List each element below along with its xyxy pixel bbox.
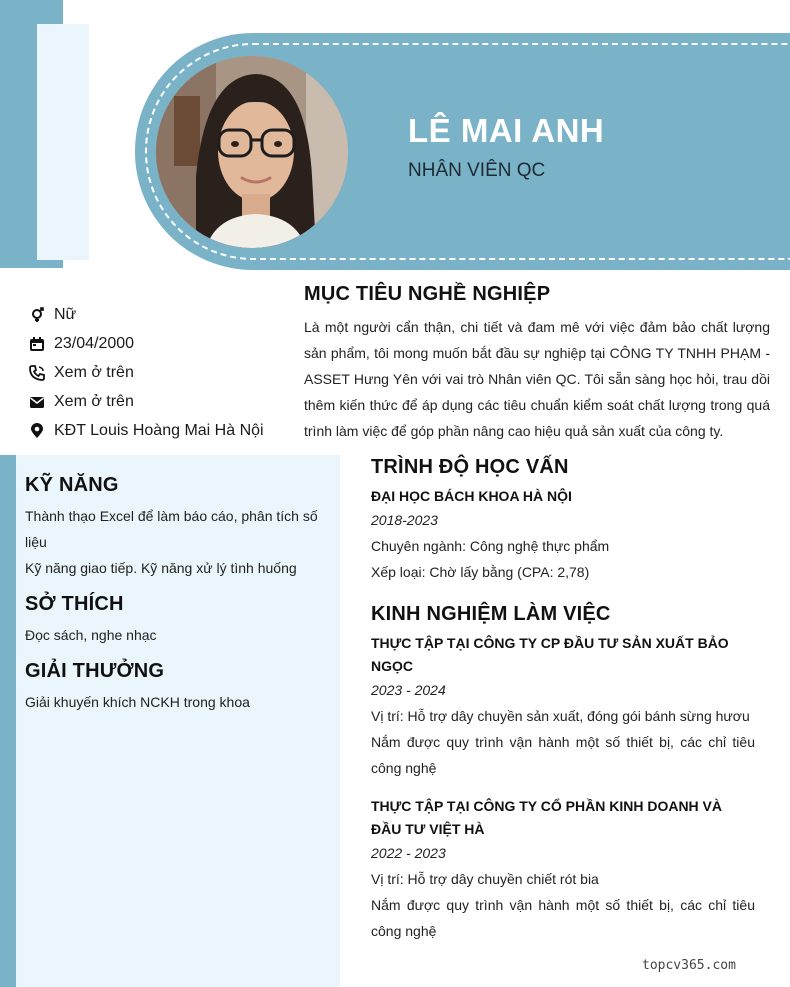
candidate-job-title: NHÂN VIÊN QC (408, 160, 546, 181)
candidate-name: LÊ MAI ANH (408, 112, 605, 149)
skills-section (25, 474, 325, 581)
experience-section (371, 603, 755, 944)
education-grade: Xếp loại: Chờ lấy bằng (CPA: 2,78) (371, 564, 590, 580)
career-objective-section (304, 283, 770, 444)
gender-icon (28, 306, 46, 324)
contact-gender (28, 300, 293, 329)
footer-watermark[interactable]: topcv365.com (642, 958, 736, 973)
experience-company: THỰC TẬP TẠI CÔNG TY CP ĐẦU TƯ SẢN XUẤT BẢO NGỌC (371, 635, 729, 674)
experience-entry (371, 795, 755, 944)
experience-position: Vị trí: Hỗ trợ dây chuyền chiết rót bia (371, 871, 599, 887)
contact-address (28, 416, 293, 445)
experience-period: 2022 - 2023 (371, 845, 446, 861)
profile-photo (156, 56, 348, 248)
location-icon (28, 422, 46, 440)
contact-birthday (28, 329, 293, 358)
contact-birthday-value: 23/04/2000 (54, 334, 135, 352)
education-section (371, 456, 755, 585)
phone-icon (28, 364, 46, 382)
awards-title: GIẢI THƯỞNG (25, 660, 165, 682)
hobbies-line: Đọc sách, nghe nhạc (25, 627, 157, 643)
right-column-content (371, 456, 755, 958)
skills-title: KỸ NĂNG (25, 474, 119, 496)
skills-line: Kỹ năng giao tiếp. Kỹ năng xử lý tình huống (25, 560, 297, 576)
experience-period: 2023 - 2024 (371, 682, 446, 698)
decorative-left-panel (37, 24, 89, 260)
skills-line: Thành thạo Excel để làm báo cáo, phân tích số liệu (25, 508, 318, 550)
contact-email (28, 387, 293, 416)
contact-phone-value: Xem ở trên (54, 363, 134, 381)
left-column-content (25, 474, 325, 727)
education-period: 2018-2023 (371, 512, 438, 528)
awards-line: Giải khuyến khích NCKH trong khoa (25, 694, 250, 710)
calendar-icon (28, 335, 46, 353)
contact-address-value: KĐT Louis Hoàng Mai Hà Nội (54, 421, 264, 439)
experience-detail: Nắm được quy trình vận hành một số thiết bị, các chỉ tiêu công nghệ (371, 734, 755, 776)
education-major: Chuyên ngành: Công nghệ thực phẩm (371, 538, 610, 554)
education-school: ĐẠI HỌC BÁCH KHOA HÀ NỘI (371, 488, 572, 504)
contact-gender-value: Nữ (54, 305, 77, 323)
contact-email-value: Xem ở trên (54, 392, 134, 410)
awards-section (25, 660, 325, 715)
experience-detail: Nắm được quy trình vận hành một số thiết bị, các chỉ tiêu công nghệ (371, 897, 755, 939)
hobbies-title: SỞ THÍCH (25, 593, 124, 615)
experience-title: KINH NGHIỆM LÀM VIỆC (371, 603, 611, 625)
experience-company: THỰC TẬP TẠI CÔNG TY CỔ PHẦN KINH DOANH VÀ ĐẦU TƯ VIỆT HÀ (371, 798, 722, 837)
experience-entry (371, 632, 755, 781)
left-column-stripe (0, 455, 16, 987)
education-title: TRÌNH ĐỘ HỌC VẤN (371, 456, 569, 478)
career-objective-title: MỤC TIÊU NGHỀ NGHIỆP (304, 283, 551, 305)
mail-icon (28, 393, 46, 411)
hobbies-section (25, 593, 325, 648)
contact-phone (28, 358, 293, 387)
contact-list (28, 300, 293, 445)
experience-position: Vị trí: Hỗ trợ dây chuyền sản xuất, đóng gói bánh sừng hươu (371, 708, 750, 724)
career-objective-text: Là một người cẩn thận, chi tiết và đam mê với việc đảm bảo chất lượng sản phẩm, tôi mong muốn bắt đầu sự nghiệp tại CÔNG TY TNHH PHẠM - ASSET Hưng Yên với vai trò Nhân viên QC. Tôi sẵn sàng học hỏi, trau dồi thêm kiến thức để áp dụng các tiêu chuẩn kiểm soát chất lượng trong quá trình làm việc để góp phần nâng cao hiệu quả sản xuất của công ty. (304, 319, 770, 439)
